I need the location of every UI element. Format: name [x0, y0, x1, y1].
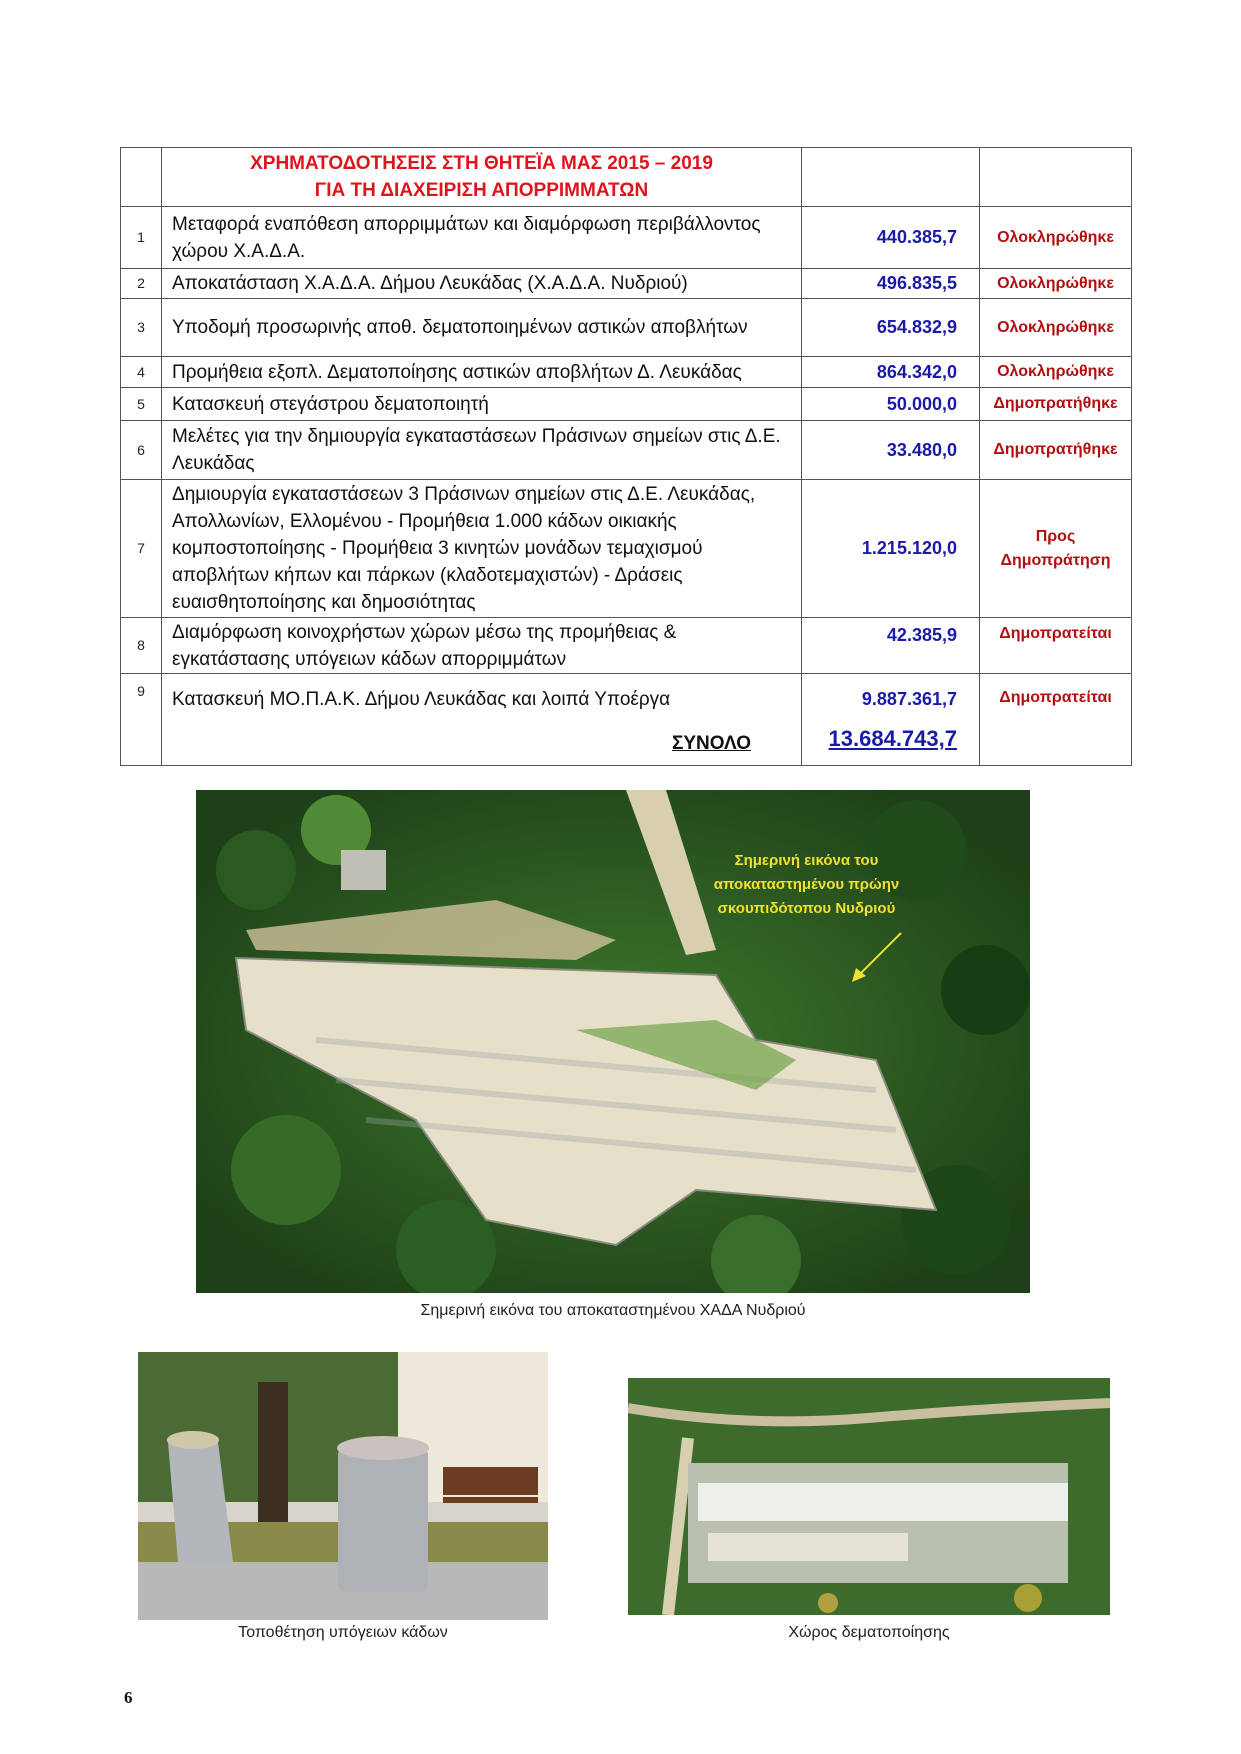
table-row — [121, 421, 1132, 480]
row-status: Δημοπρατήθηκε — [980, 421, 1132, 480]
row-number: 1 — [121, 207, 162, 269]
table-row — [121, 299, 1132, 357]
row-status: Δημοπρατήθηκε — [980, 388, 1132, 421]
row-description: Κατασκευή ΜΟ.Π.Α.Κ. Δήμου Λευκάδας και λοιπά Υποέργα — [172, 689, 671, 710]
row-description: Δημιουργία εγκαταστάσεων 3 Πράσινων σημείων στις Δ.Ε. Λευκάδας, Απολλωνίων, Ελλομένου - Προμήθεια 1.000 κάδων οικιακής κομποστοποίησης - Προμήθεια 3 κινητών μονάδων τεμαχισμού αποβλήτων κήπων και πάρκων (κλαδοτεμαχιστών) - Δράσεις ευαισθητοποίησης και δημοσιότητας — [162, 480, 802, 618]
page-number: 6 — [124, 1688, 133, 1707]
row-number: 4 — [121, 357, 162, 388]
table-row — [121, 388, 1132, 421]
table-row — [121, 618, 1132, 674]
right-photo-caption: Χώρος δεματοποίησης — [788, 1624, 950, 1641]
header-empty-cell — [121, 148, 162, 207]
row-number: 7 — [121, 480, 162, 618]
yellow-arrow-icon — [846, 930, 906, 985]
photo-annotation-line3: σκουπιδότοπου Νυδριού — [717, 900, 896, 917]
funding-table — [120, 147, 1132, 766]
row-description: Προμήθεια εξοπλ. Δεματοποίησης αστικών αποβλήτων Δ. Λευκάδας — [162, 357, 802, 388]
table-header-row — [121, 148, 1132, 207]
main-photo-caption: Σημερινή εικόνα του αποκαταστημένου ΧΑΔΑ Νυδριού — [420, 1302, 806, 1319]
row-amount: 9.887.361,7 — [861, 689, 957, 709]
table-row — [121, 480, 1132, 618]
row-number: 2 — [121, 269, 162, 299]
photo-annotation — [704, 849, 909, 921]
row-status: Ολοκληρώθηκε — [980, 207, 1132, 269]
table-row — [121, 269, 1132, 299]
underground-bins-photo — [138, 1352, 548, 1620]
table-row — [121, 207, 1132, 269]
row-description: Μελέτες για την δημιουργία εγκαταστάσεων Πράσινων σημείων στις Δ.Ε. Λευκάδας — [162, 421, 802, 480]
row-status: Δημοπρατείται — [980, 618, 1132, 674]
amount-with-total — [802, 674, 980, 766]
row-description: Μεταφορά εναπόθεση απορριμμάτων και διαμόρφωση περιβάλλοντος χώρου Χ.Α.Δ.Α. — [162, 207, 802, 269]
left-photo-caption: Τοποθέτηση υπόγειων κάδων — [238, 1624, 448, 1641]
row-amount: 440.385,7 — [802, 207, 980, 269]
row-amount: 50.000,0 — [802, 388, 980, 421]
row-description: Κατασκευή στεγάστρου δεματοποιητή — [162, 388, 802, 421]
row-amount: 654.832,9 — [802, 299, 980, 357]
table-row — [121, 674, 1132, 766]
row-description-with-total — [162, 674, 802, 766]
table-row — [121, 357, 1132, 388]
table-title-line1: ΧΡΗΜΑΤΟΔΟΤΗΣΕΙΣ ΣΤΗ ΘΗΤΕΪΑ ΜΑΣ 2015 – 2019 — [250, 153, 713, 174]
row-amount: 1.215.120,0 — [802, 480, 980, 618]
underground-bins-illustration — [138, 1352, 548, 1620]
header-empty-cell — [980, 148, 1132, 207]
row-amount: 33.480,0 — [802, 421, 980, 480]
row-description: Αποκατάσταση Χ.Α.Δ.Α. Δήμου Λευκάδας (Χ.Α.Δ.Α. Νυδριού) — [162, 269, 802, 299]
row-status: Προς Δημοπράτηση — [980, 480, 1132, 618]
row-status: Ολοκληρώθηκε — [980, 269, 1132, 299]
row-amount: 864.342,0 — [802, 357, 980, 388]
total-label: ΣΥΝΟΛΟ — [671, 733, 751, 754]
total-amount: 13.684.743,7 — [828, 726, 957, 751]
row-number: 3 — [121, 299, 162, 357]
row-description: Υποδομή προσωρινής αποθ. δεματοποιημένων αστικών αποβλήτων — [162, 299, 802, 357]
table-title-line2: ΓΙΑ ΤΗ ΔΙΑΧΕΙΡΙΣΗ ΑΠΟΡΡΙΜΜΑΤΩΝ — [314, 180, 649, 201]
table-title — [162, 148, 802, 207]
photo-annotation-line1: Σημερινή εικόνα του — [734, 852, 879, 869]
landfill-aerial-photo — [196, 790, 1030, 1293]
row-description: Διαμόρφωση κοινοχρήστων χώρων μέσω της προμήθειας & εγκατάστασης υπόγειων κάδων απορριμμάτων — [162, 618, 802, 674]
row-amount: 496.835,5 — [802, 269, 980, 299]
photo-annotation-line2: αποκαταστημένου πρώην — [713, 876, 900, 893]
row-amount: 42.385,9 — [802, 618, 980, 674]
row-number: 5 — [121, 388, 162, 421]
row-status: Ολοκληρώθηκε — [980, 357, 1132, 388]
baling-site-illustration — [628, 1378, 1110, 1615]
header-empty-cell — [802, 148, 980, 207]
baling-site-photo — [628, 1378, 1110, 1615]
row-number: 9 — [121, 674, 162, 766]
row-number: 6 — [121, 421, 162, 480]
row-number: 8 — [121, 618, 162, 674]
row-status: Δημοπρατείται — [980, 674, 1132, 766]
row-status: Ολοκληρώθηκε — [980, 299, 1132, 357]
